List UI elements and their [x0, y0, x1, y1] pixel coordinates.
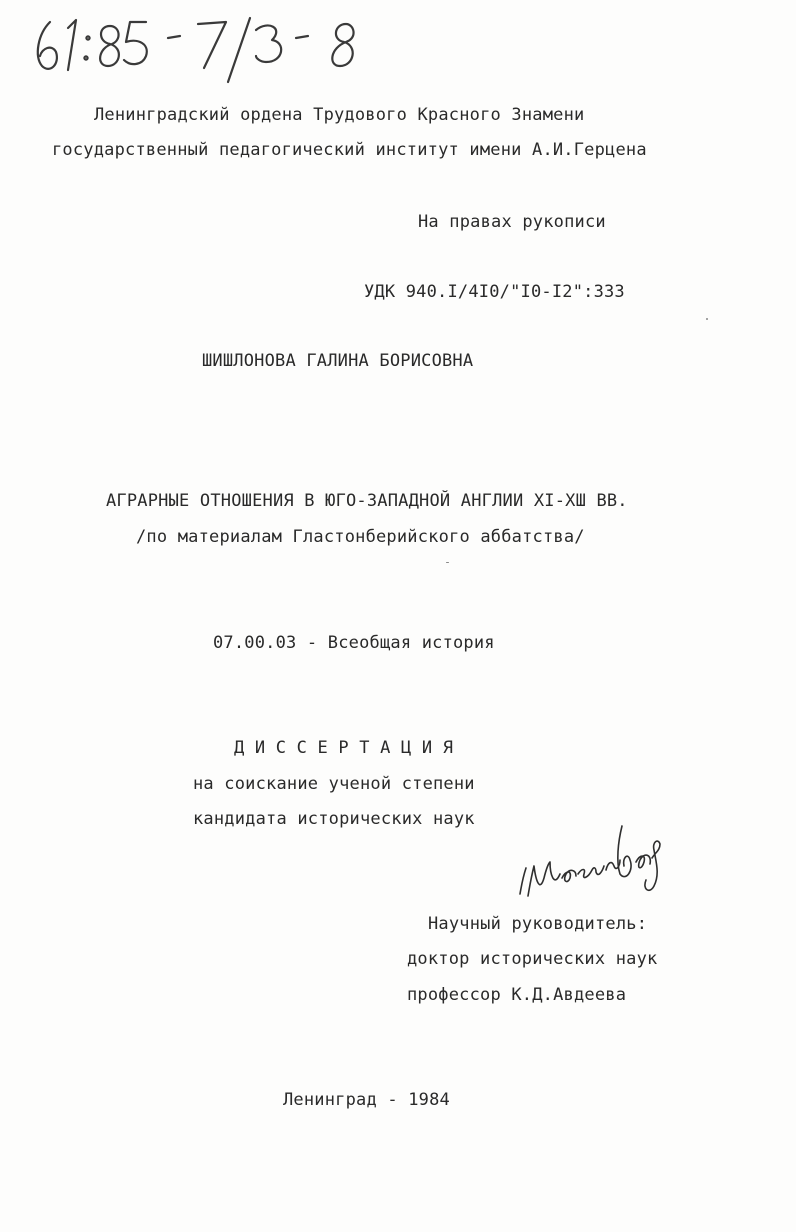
supervisor-degree: доктор исторических наук — [407, 949, 658, 969]
udc-code: УДК 940.I/4I0/"I0-I2":333 — [364, 282, 625, 302]
author-signature — [510, 812, 670, 902]
scan-speck — [706, 318, 708, 320]
specialty-code: 07.00.03 - Всеобщая история — [213, 633, 495, 653]
handwritten-archive-number — [28, 8, 368, 88]
degree-line-1: на соискание ученой степени — [193, 774, 475, 794]
supervisor-label: Научный руководитель: — [428, 914, 648, 934]
dissertation-title-line-2: /по материалам Гластонберийского аббатства/ — [136, 527, 585, 547]
place-and-year: Ленинград - 1984 — [283, 1090, 450, 1110]
institution-line-2: государственный педагогический институт имени А.И.Герцена — [52, 140, 647, 160]
author-name: ШИШЛОНОВА ГАЛИНА БОРИСОВНА — [202, 351, 474, 371]
manuscript-rights: На правах рукописи — [418, 212, 606, 232]
scan-speck — [446, 562, 449, 563]
degree-line-2: кандидата исторических наук — [193, 809, 475, 829]
supervisor-name: профессор К.Д.Авдеева — [407, 985, 627, 1005]
institution-line-1: Ленинградский ордена Трудового Красного Знамени — [94, 105, 585, 125]
dissertation-title-line-1: АГРАРНЫЕ ОТНОШЕНИЯ В ЮГО-ЗАПАДНОЙ АНГЛИИ XI-XШ ВВ. — [106, 491, 628, 511]
dissertation-heading: Д И С С Е Р Т А Ц И Я — [234, 738, 454, 758]
